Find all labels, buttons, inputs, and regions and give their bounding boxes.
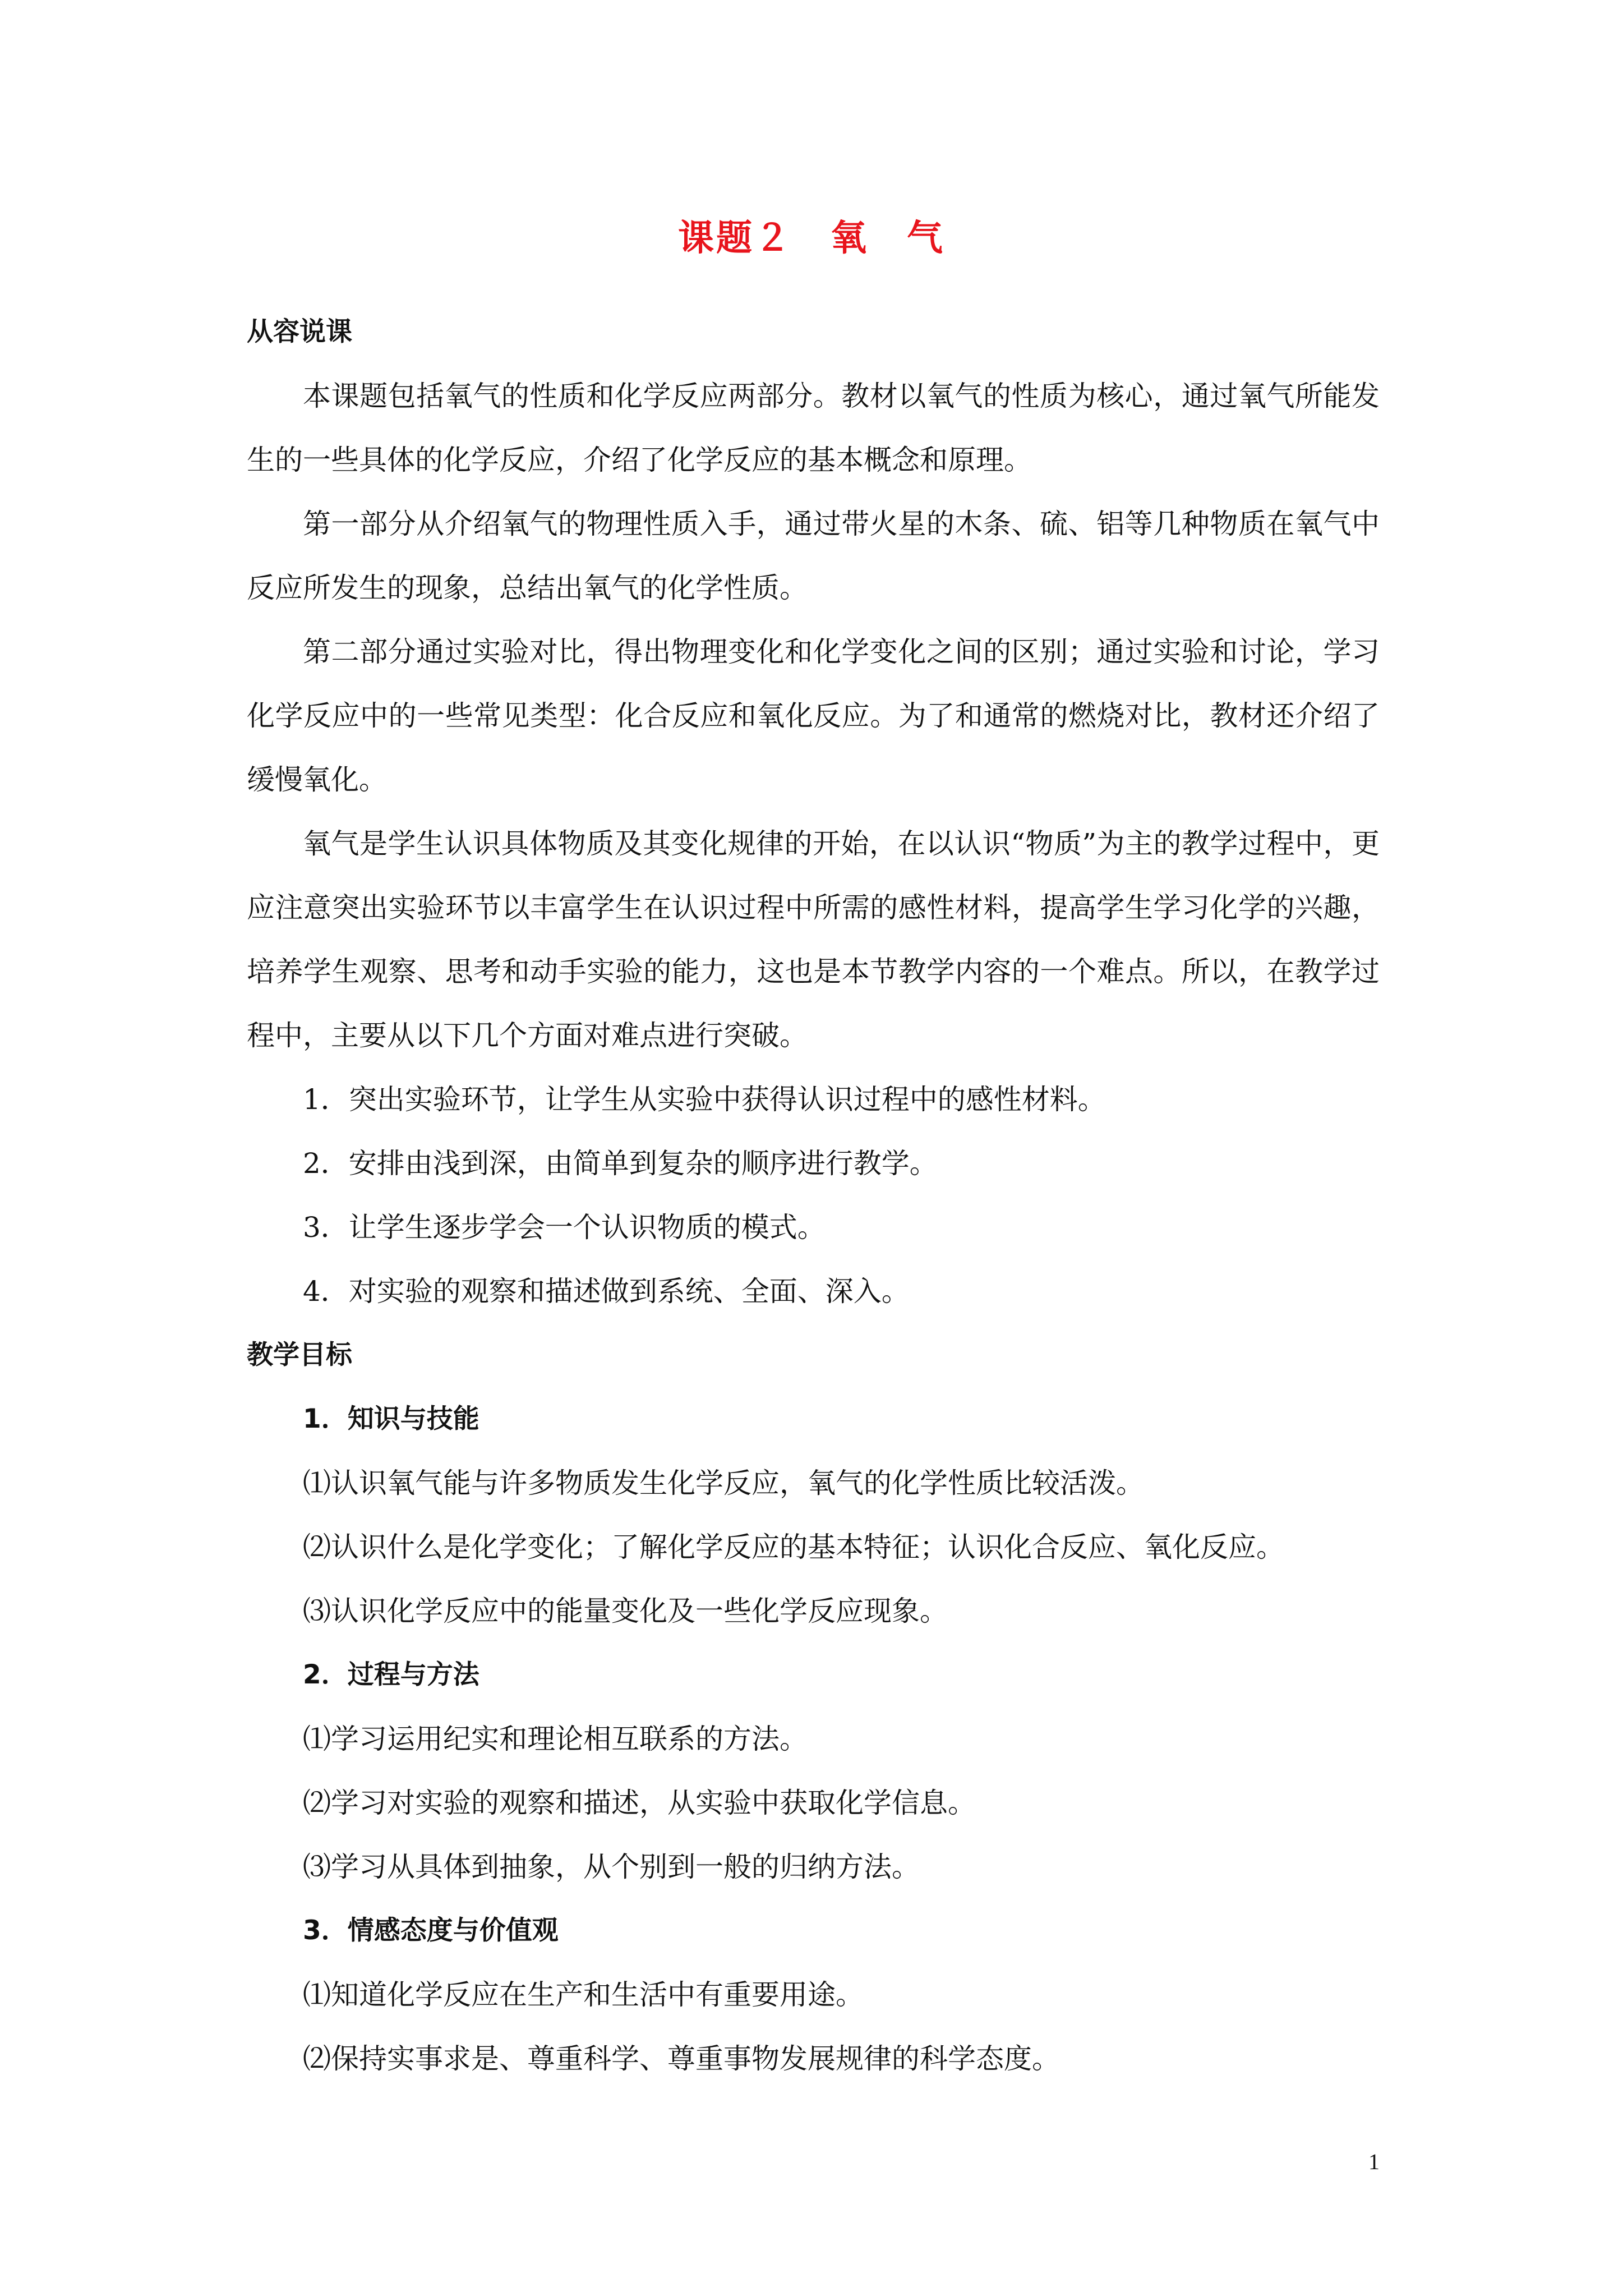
goal-group-title: 2．过程与方法 <box>303 1659 479 1690</box>
goal-item: ⑶认识化学反应中的能量变化及一些化学反应现象。 <box>303 1595 948 1627</box>
goal-item: ⑵认识什么是化学变化；了解化学反应的基本特征；认识化合反应、氧化反应。 <box>303 1531 1284 1563</box>
goal-item: ⑴知道化学反应在生产和生活中有重要用途。 <box>303 1978 864 2011</box>
intro-list-item: 1．突出实验环节，让学生从实验中获得认识过程中的感性材料。 <box>303 1083 1106 1116</box>
goal-item: ⑴认识氧气能与许多物质发生化学反应，氧气的化学性质比较活泼。 <box>303 1467 1144 1499</box>
section-heading-goals: 教学目标 <box>247 1340 352 1370</box>
intro-list-item: 2．安排由浅到深，由简单到复杂的顺序进行教学。 <box>303 1147 938 1180</box>
goal-item: ⑵学习对实验的观察和描述，从实验中获取化学信息。 <box>303 1787 976 1819</box>
intro-paragraph: 第一部分从介绍氧气的物理性质入手，通过带火星的木条、硫、铝等几种物质在氧气中反应所发生的现象，总结出氧气的化学性质。 <box>247 508 1380 604</box>
intro-paragraph: 氧气是学生认识具体物质及其变化规律的开始，在以认识“物质”为主的教学过程中，更应注意突出实验环节以丰富学生在认识过程中所需的感性材料，提高学生学习化学的兴趣，培养学生观察、思考和动手实验的能力，这也是本节教学内容的一个难点。所以，在教学过程中，主要从以下几个方面对难点进行突破。 <box>247 827 1380 1052</box>
intro-paragraph: 第二部分通过实验对比，得出物理变化和化学变化之间的区别；通过实验和讨论，学习化学反应中的一些常见类型：化合反应和氧化反应。为了和通常的燃烧对比，教材还介绍了缓慢氧化。 <box>247 636 1380 796</box>
goal-group-title: 1．知识与技能 <box>303 1404 479 1434</box>
goal-item: ⑵保持实事求是、尊重科学、尊重事物发展规律的科学态度。 <box>303 2042 1060 2075</box>
intro-paragraph: 本课题包括氧气的性质和化学反应两部分。教材以氧气的性质为核心，通过氧气所能发生的一些具体的化学反应，介绍了化学反应的基本概念和原理。 <box>247 380 1380 476</box>
goal-group-title: 3．情感态度与价值观 <box>303 1915 559 1946</box>
goal-item: ⑶学习从具体到抽象，从个别到一般的归纳方法。 <box>303 1851 920 1883</box>
intro-list-item: 3．让学生逐步学会一个认识物质的模式。 <box>303 1211 826 1244</box>
page-number: 1 <box>1368 2149 1380 2174</box>
goal-item: ⑴学习运用纪实和理论相互联系的方法。 <box>303 1723 808 1755</box>
document-body <box>247 300 1380 2091</box>
intro-list-item: 4．对实验的观察和描述做到系统、全面、深入。 <box>303 1275 910 1308</box>
section-heading-intro: 从容说课 <box>247 316 352 347</box>
page-title: 课题２ 氧 气 <box>678 218 945 259</box>
